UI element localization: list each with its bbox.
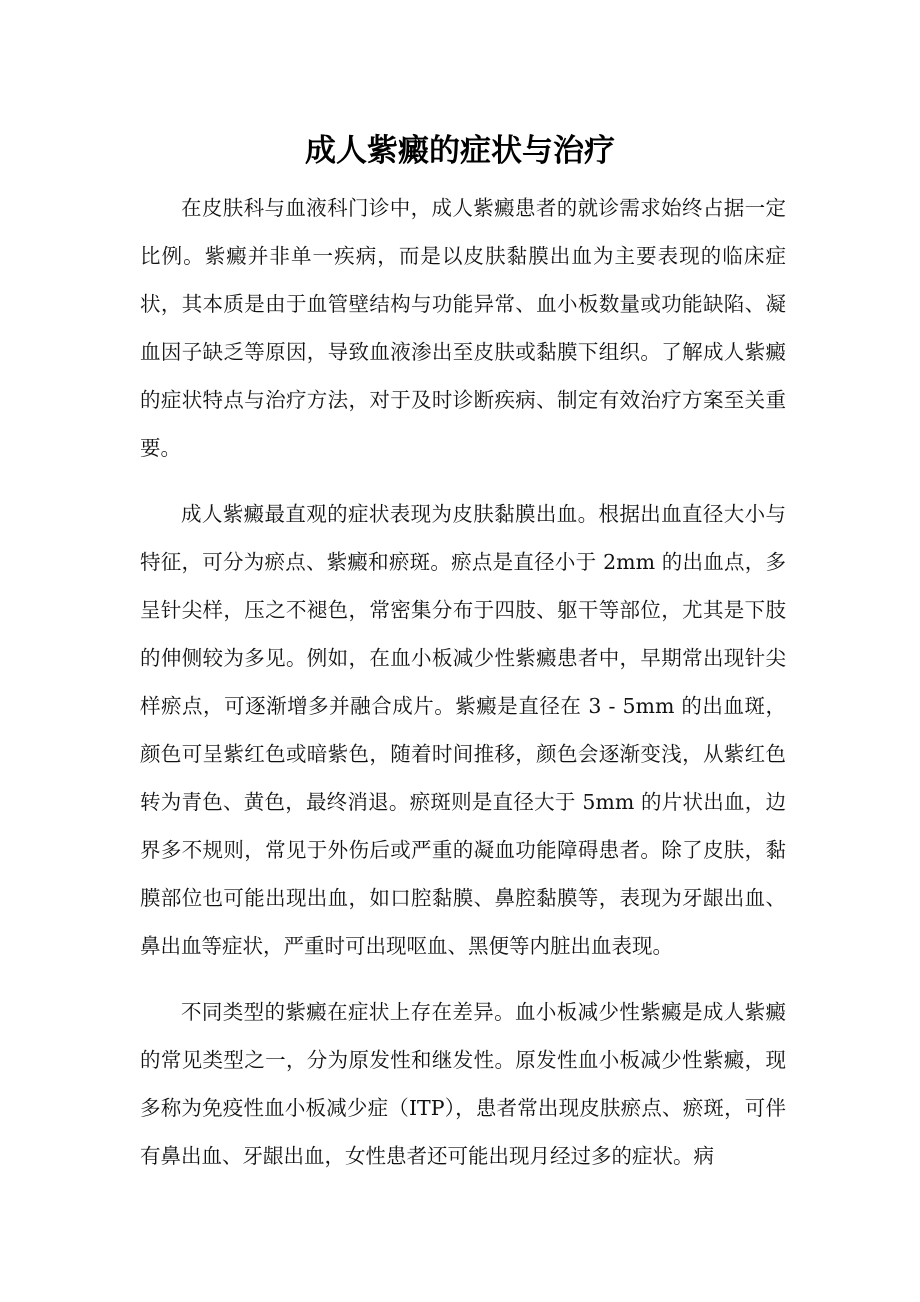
paragraph: 在皮肤科与血液科门诊中，成人紫癜患者的就诊需求始终占据一定比例。紫癜并非单一疾病，而是以皮肤黏膜出血为主要表现的临床症状，其本质是由于血管壁结构与功能异常、血小板数量或功能缺陷、凝血因子缺乏等原因，导致血液渗出至皮肤或黏膜下组织。了解成人紫癜的症状特点与治疗方法，对于及时诊断疾病、制定有效治疗方案至关重要。 xyxy=(140,196,786,460)
paragraph: 成人紫癜最直观的症状表现为皮肤黏膜出血。根据出血直径大小与特征，可分为瘀点、紫癜和瘀斑。瘀点是直径小于 2mm 的出血点，多呈针尖样，压之不褪色，常密集分布于四肢、躯干等部位，尤其是下肢的伸侧较为多见。例如，在血小板减少性紫癜患者中，早期常出现针尖样瘀点，可逐渐增多并融合成片。紫癜是直径在 3 - 5mm 的出血斑，颜色可呈紫红色或暗紫色，随着时间推移，颜色会逐渐变浅，从紫红色转为青色、黄色，最终消退。瘀斑则是直径大于 5mm 的片状出血，边界多不规则，常见于外伤后或严重的凝血功能障碍患者。除了皮肤，黏膜部位也可能出现出血，如口腔黏膜、鼻腔黏膜等，表现为牙龈出血、鼻出血等症状，严重时可出现呕血、黑便等内脏出血表现。 xyxy=(140,502,786,958)
document-body xyxy=(140,184,786,1198)
paragraph: 不同类型的紫癜在症状上存在差异。血小板减少性紫癜是成人紫癜的常见类型之一，分为原发性和继发性。原发性血小板减少性紫癜，现多称为免疫性血小板减少症（ITP），患者常出现皮肤瘀点、瘀斑，可伴有鼻出血、牙龈出血，女性患者还可能出现月经过多的症状。病 xyxy=(140,1000,786,1168)
document-title: 成人紫癜的症状与治疗 xyxy=(305,133,615,169)
